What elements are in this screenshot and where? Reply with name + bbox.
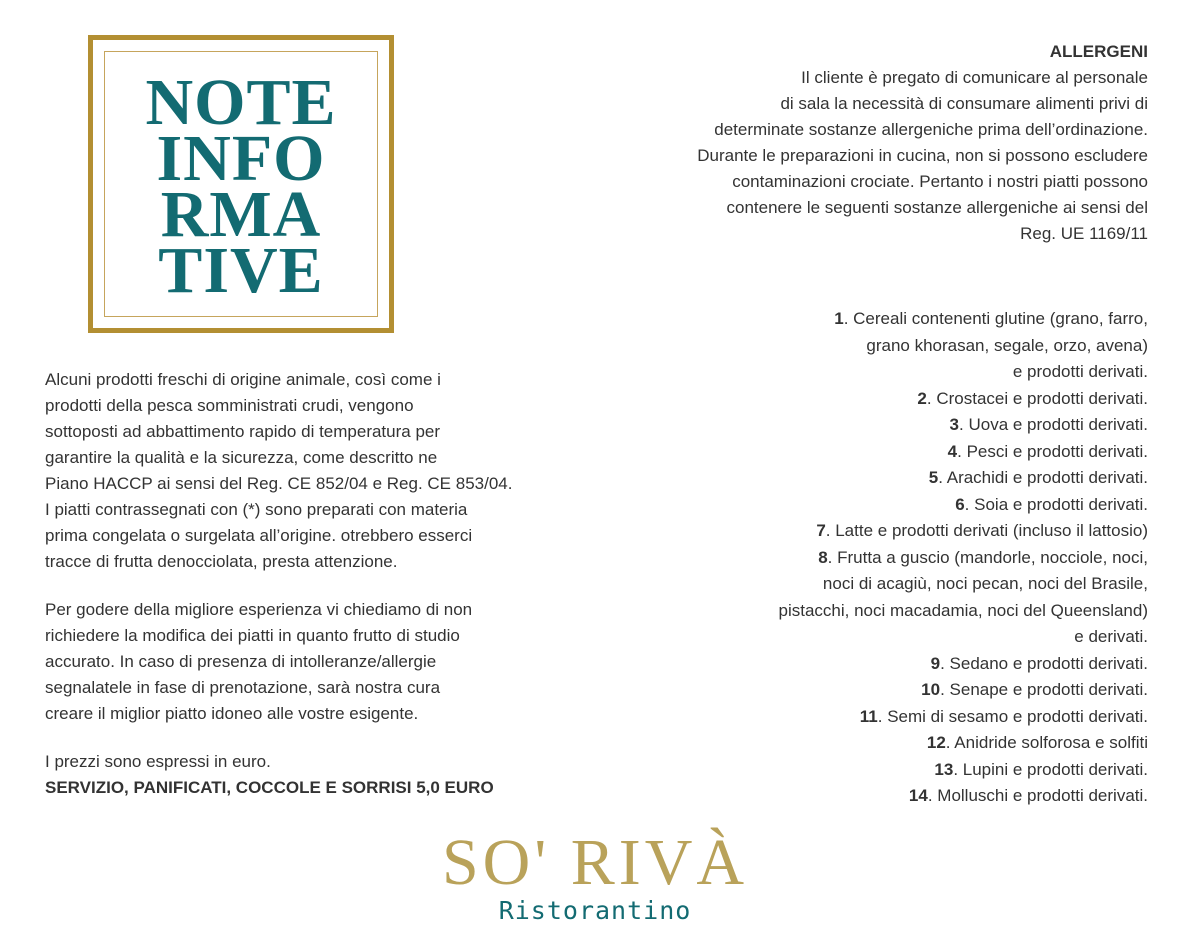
- allergen-text: . Pesci e prodotti derivati.: [957, 441, 1148, 461]
- text-line: sottoposti ad abbattimento rapido di temperatura per: [45, 422, 441, 441]
- title-line-3: RMA: [160, 178, 322, 251]
- allergen-item-line: [588, 306, 1148, 333]
- allergen-text: . Molluschi e prodotti derivati.: [927, 786, 1148, 805]
- allergen-item: [588, 545, 1148, 651]
- allergen-text: . Arachidi e prodotti derivati.: [938, 468, 1148, 487]
- text-line: I piatti contrassegnati con (*) sono preparati con materia: [45, 500, 468, 519]
- allergeni-line: contenere le seguenti sostanze allergeniche ai sensi del: [726, 198, 1148, 217]
- allergen-text: . Anidride solforosa e solfiti: [945, 733, 1148, 752]
- allergen-text: . Uova e prodotti derivati.: [959, 415, 1148, 434]
- allergeni-line: Il cliente è pregato di comunicare al personale: [801, 68, 1148, 87]
- allergen-item: [588, 730, 1148, 757]
- allergen-text: noci di acagiù, noci pecan, noci del Brasile,: [822, 574, 1148, 593]
- allergen-text: grano khorasan, segale, orzo, avena): [866, 335, 1148, 355]
- info-text: [45, 367, 605, 801]
- text-line: richiedere la modifica dei piatti in quanto frutto di studio: [45, 626, 460, 645]
- allergen-number: 14: [908, 786, 928, 805]
- allergen-number: 12: [926, 733, 946, 752]
- allergen-item: [588, 439, 1148, 466]
- allergeni-line: contaminazioni crociate. Pertanto i nostri piatti possono: [732, 172, 1148, 191]
- allergen-number: 4: [947, 441, 958, 461]
- text-line: prodotti della pesca somministrati crudi, vengono: [45, 396, 414, 415]
- allergen-item: [588, 651, 1148, 678]
- allergen-item-line: [588, 730, 1148, 757]
- allergen-item: [588, 465, 1148, 492]
- allergen-text: . Semi di sesamo e prodotti derivati.: [877, 706, 1148, 726]
- allergen-item-line: [588, 492, 1148, 519]
- allergen-item-line: [588, 386, 1148, 413]
- text-line: tracce di frutta denocciolata, presta attenzione.: [45, 552, 398, 571]
- allergen-list: [588, 306, 1148, 810]
- text-line: segnalatele in fase di prenotazione, sarà nostra cura: [45, 678, 441, 697]
- allergen-text: . Cereali contenenti glutine (grano, farro,: [843, 309, 1148, 328]
- title-line-2: INFO: [156, 122, 326, 195]
- allergen-item-line: [588, 333, 1148, 360]
- allergen-item: [588, 412, 1148, 439]
- allergen-item-line: [588, 783, 1148, 810]
- title-inner-frame: [104, 51, 378, 317]
- allergen-item-line: [588, 439, 1148, 466]
- allergen-number: 7: [816, 521, 826, 540]
- text-line: prima congelata o surgelata all’origine. otrebbero esserci: [45, 526, 473, 545]
- allergen-item-line: [588, 757, 1148, 784]
- allergen-number: 9: [930, 653, 941, 673]
- allergen-number: 1: [834, 309, 844, 328]
- allergeni-line: Durante le preparazioni in cucina, non si possono escludere: [697, 146, 1148, 165]
- text-line: accurato. In caso di presenza di intolleranze/allergie: [45, 652, 437, 671]
- allergen-number: 8: [818, 547, 828, 567]
- allergen-item-line: [588, 704, 1148, 731]
- allergen-item-line: [588, 412, 1148, 439]
- title-line-1: NOTE: [145, 66, 337, 139]
- allergen-text: . Latte e prodotti derivati (incluso il lattosio): [825, 521, 1148, 540]
- title-line-4: TIVE: [158, 234, 324, 307]
- allergen-item: [588, 704, 1148, 731]
- allergen-text: . Crostacei e prodotti derivati.: [926, 388, 1148, 408]
- allergen-item-line: [588, 598, 1148, 625]
- text-line: Alcuni prodotti freschi di origine animale, così come i: [45, 370, 441, 389]
- prices-note: I prezzi sono espressi in euro.: [45, 752, 271, 771]
- allergen-item: [588, 757, 1148, 784]
- allergen-text: e derivati.: [1074, 627, 1148, 646]
- allergen-text: . Soia e prodotti derivati.: [964, 494, 1148, 514]
- info-paragraph-1: [45, 367, 605, 575]
- allergen-text: . Sedano e prodotti derivati.: [940, 653, 1148, 673]
- allergen-text: e prodotti derivati.: [1012, 362, 1148, 381]
- allergen-number: 2: [917, 388, 927, 408]
- allergeni-line: di sala la necessità di consumare alimenti privi di: [780, 94, 1148, 113]
- allergen-number: 5: [928, 468, 939, 487]
- allergen-item: [588, 386, 1148, 413]
- allergen-item-line: [588, 545, 1148, 572]
- brand-logo: [420, 828, 770, 926]
- allergen-item-line: [588, 651, 1148, 678]
- allergen-number: 10: [921, 680, 941, 699]
- allergeni-heading: ALLERGENI: [1049, 42, 1148, 61]
- allergen-number: 3: [949, 415, 960, 434]
- allergen-item: [588, 306, 1148, 386]
- allergeni-notice: [588, 39, 1148, 247]
- allergen-item-line: [588, 677, 1148, 704]
- service-note: SERVIZIO, PANIFICATI, COCCOLE E SORRISI 5,0 EURO: [45, 778, 494, 797]
- allergen-item-line: [588, 359, 1148, 386]
- allergen-number: 11: [859, 706, 878, 726]
- allergen-item-line: [588, 518, 1148, 545]
- info-paragraph-2: [45, 597, 605, 727]
- allergen-item: [588, 783, 1148, 810]
- title-box: [88, 35, 394, 333]
- allergen-item-line: [588, 571, 1148, 598]
- brand-subtitle: Ristorantino: [498, 896, 692, 925]
- allergen-text: . Lupini e prodotti derivati.: [953, 759, 1148, 779]
- allergen-item: [588, 518, 1148, 545]
- allergeni-line: determinate sostanze allergeniche prima dell’ordinazione.: [714, 120, 1148, 139]
- brand-name: SO' RIVÀ: [441, 826, 749, 899]
- allergen-text: pistacchi, noci macadamia, noci del Queensland): [778, 600, 1148, 620]
- allergen-item-line: [588, 465, 1148, 492]
- allergen-number: 6: [955, 494, 965, 514]
- allergen-item: [588, 492, 1148, 519]
- text-line: Per godere della migliore esperienza vi chiediamo di non: [45, 600, 473, 619]
- allergen-text: . Senape e prodotti derivati.: [940, 680, 1148, 699]
- allergen-number: 13: [934, 759, 954, 779]
- text-line: Piano HACCP ai sensi del Reg. CE 852/04 e Reg. CE 853/04.: [45, 474, 513, 493]
- allergeni-line: Reg. UE 1169/11: [1020, 224, 1148, 243]
- text-line: garantire la qualità e la sicurezza, come descritto ne: [45, 448, 438, 467]
- allergen-text: . Frutta a guscio (mandorle, nocciole, noci,: [827, 547, 1148, 567]
- allergen-item: [588, 677, 1148, 704]
- text-line: creare il miglior piatto idoneo alle vostre esigente.: [45, 704, 419, 723]
- allergen-item-line: [588, 624, 1148, 651]
